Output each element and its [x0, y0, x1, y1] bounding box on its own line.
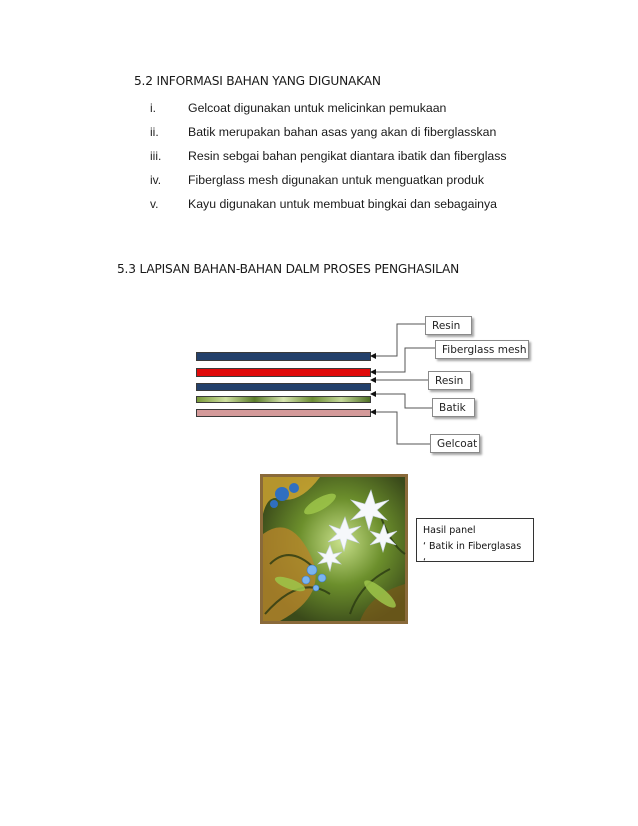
list-item-text: Fiberglass mesh digunakan untuk menguatkan produk [188, 173, 484, 187]
label-gelcoat: Gelcoat [430, 434, 480, 453]
list-item-text: Resin sebgai bahan pengikat diantara ibatik dan fiberglass [188, 149, 507, 163]
section-5-2-title: 5.2 INFORMASI BAHAN YANG DIGUNAKAN [134, 74, 381, 88]
label-resin-top: Resin [425, 316, 472, 335]
resin-layer-bottom [196, 383, 371, 391]
label-resin: Resin [428, 371, 471, 390]
list-item-number: iv. [150, 173, 162, 187]
batik-panel-image [260, 474, 408, 624]
result-caption-line2: ‘ Batik in Fiberglasas ‘ [423, 541, 522, 568]
batik-layer [196, 396, 371, 403]
list-item-text: Kayu digunakan untuk membuat bingkai dan sebagainya [188, 197, 498, 211]
gelcoat-layer [196, 409, 371, 417]
list-item-number: iii. [150, 149, 162, 163]
list-item-number: ii. [150, 125, 159, 139]
result-caption-box [416, 518, 534, 568]
fiberglass-mesh-layer [196, 368, 371, 377]
label-fiberglass-mesh: Fiberglass mesh [435, 340, 529, 359]
label-batik: Batik [432, 398, 475, 417]
section-5-3-title: 5.3 LAPISAN BAHAN-BAHAN DALM PROSES PENGHASILAN [117, 262, 460, 276]
resin-layer-top [196, 352, 371, 361]
result-caption-line1: Hasil panel [423, 525, 476, 536]
list-item-text: Batik merupakan bahan asas yang akan di fiberglasskan [188, 125, 497, 139]
list-item-number: v. [150, 197, 159, 211]
list-item-text: Gelcoat digunakan untuk melicinkan pemukaan [188, 101, 447, 115]
list-item-number: i. [150, 101, 156, 115]
